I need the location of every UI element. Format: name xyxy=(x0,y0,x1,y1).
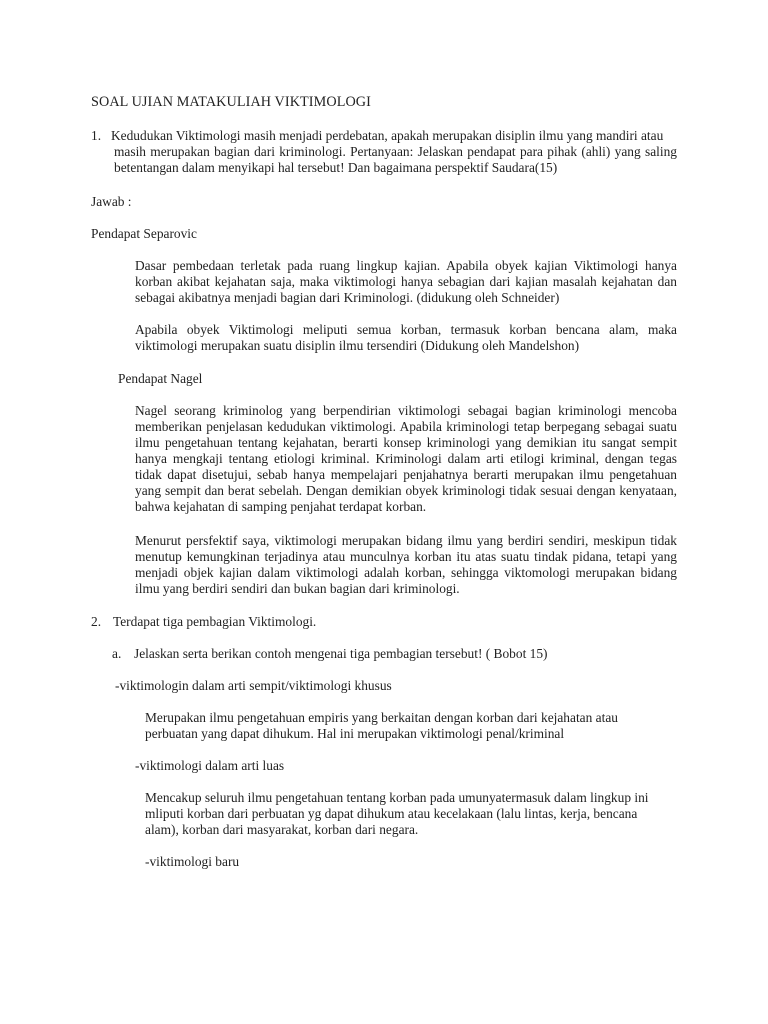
question-1-number: 1. xyxy=(91,128,102,143)
question-1-continuation: masih merupakan bagian dari kriminologi. Pertanyaan: Jelaskan pendapat para pihak (ahli) yang saling betentangan dalam menyikapi hal tersebut! Dan bagaimana perspektif Saudara(15) xyxy=(114,144,677,175)
division-1-heading: -viktimologin dalam arti sempit/viktimologi khusus xyxy=(115,678,392,693)
question-2 xyxy=(91,614,316,630)
question-2a-letter: a. xyxy=(112,646,122,661)
question-2-number: 2. xyxy=(91,614,102,629)
question-2a-text: Jelaskan serta berikan contoh mengenai tiga pembagian tersebut! ( Bobot 15) xyxy=(134,646,548,661)
division-2-paragraph: Mencakup seluruh ilmu pengetahuan tentang korban pada umunyatermasuk dalam lingkup ini mliputi korban dari perbuatan yg dapat dihukum atau kecelakaan (lalu lintas, kerja, bencana alam), korban dari masyarakat, korban dari negara. xyxy=(145,790,649,837)
document-title: SOAL UJIAN MATAKULIAH VIKTIMOLOGI xyxy=(91,94,371,110)
question-1 xyxy=(91,128,677,176)
question-1-first-line xyxy=(91,128,677,144)
question-2-text: Terdapat tiga pembagian Viktimologi. xyxy=(113,614,317,629)
division-1-paragraph: Merupakan ilmu pengetahuan empiris yang berkaitan dengan korban dari kejahatan atau perbuatan yang dapat dihukum. Hal ini merupakan viktimologi penal/kriminal xyxy=(145,710,618,741)
separovic-paragraph-2: Apabila obyek Viktimologi meliputi semua korban, termasuk korban bencana alam, maka viktimologi merupakan suatu disiplin ilmu tersendiri (Didukung oleh Mandelshon) xyxy=(135,322,677,353)
division-2-heading: -viktimologi dalam arti luas xyxy=(135,758,285,773)
separovic-paragraph-1: Dasar pembedaan terletak pada ruang lingkup kajian. Apabila obyek kajian Viktimologi hanya korban akibat kejahatan saja, maka viktimologi hanya sebagian dari kajian masalah kejahatan dan sebagai akibatnya menjadi bagian dari Kriminologi. (didukung oleh Schneider) xyxy=(135,258,677,305)
nagel-paragraph-1: Nagel seorang kriminolog yang berpendirian viktimologi sebagai bagian kriminologi mencoba memberikan penjelasan kedudukan viktimologi. Apabila kriminologi tetap berpegang sebagai suatu ilmu pengetahuan tentang kejahatan, berarti konsep kriminologi yang demikian itu sangat sempit hanya mengkaji tentang etiologi kriminal. Kriminologi dalam arti etilogi kriminal, dengan tegas tidak dapat disetujui, sebab hanya mempelajari penjahatnya berarti merupakan ilmu pengetahuan yang sempit dan berat sebelah. Dengan demikian obyek kriminologi tidak sesuai dengan kenyataan, bahwa kejahatan di samping penjahat terdapat korban. xyxy=(135,403,677,514)
nagel-paragraph-2: Menurut persfektif saya, viktimologi merupakan bidang ilmu yang berdiri sendiri, meskipun tidak menutup kemungkinan terjadinya atau munculnya korban itu atas suatu tindak pidana, tetapi yang menjadi objek kajian dalam viktimologi adalah korban, sehingga viktomologi merupakan bidang ilmu yang berdiri sendiri dan bukan bagian dari kriminologi. xyxy=(135,533,677,596)
nagel-heading: Pendapat Nagel xyxy=(118,371,203,386)
division-3-heading: -viktimologi baru xyxy=(145,854,240,869)
question-2a xyxy=(112,646,548,662)
separovic-heading: Pendapat Separovic xyxy=(91,226,197,241)
question-1-first-line-text: Kedudukan Viktimologi masih menjadi perdebatan, apakah merupakan disiplin ilmu yang mandiri atau xyxy=(111,128,664,143)
answer-label: Jawab : xyxy=(91,194,132,209)
